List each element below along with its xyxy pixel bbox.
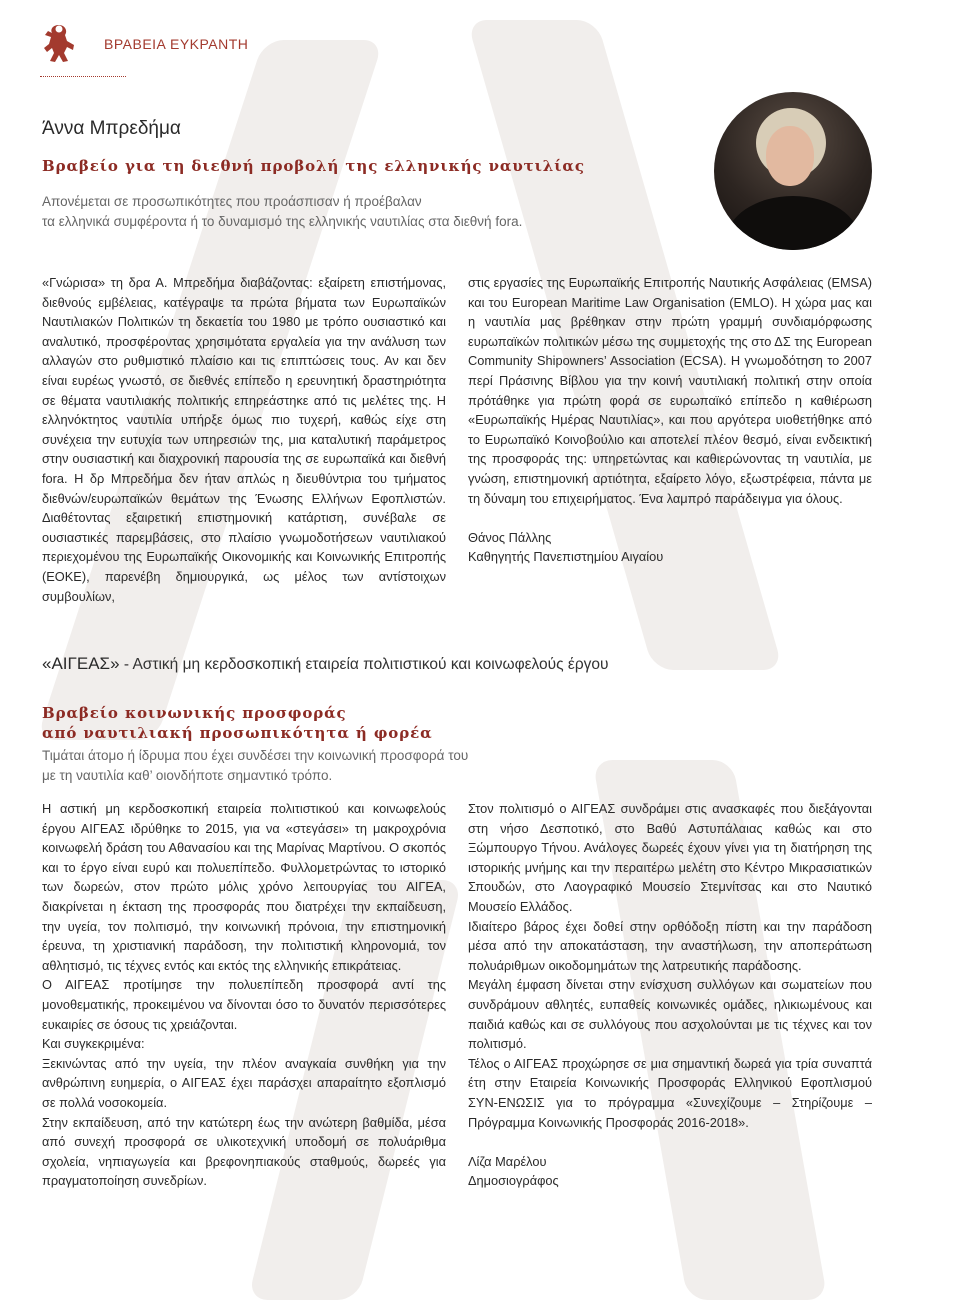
dancer-logo-icon xyxy=(40,22,78,64)
description-line: Απονέμεται σε προσωπικότητες που προάσπισαν ή προέβαλαν xyxy=(42,194,422,209)
award-description xyxy=(42,192,522,232)
paragraph: Ο ΑΙΓΕΑΣ προτίμησε την πολυεπίπεδη προσφορά αντί της μονοθεματικής, προκειμένου να δίνονται όσο το δυνατόν περισσότερες ευκαιρίες σε όσους τις χρειάζονται. xyxy=(42,977,446,1032)
org-name: «ΑΙΓΕΑΣ» xyxy=(42,654,120,673)
org-subtitle: - Αστική μη κερδοσκοπική εταιρεία πολιτιστικού και κοινωφελούς έργου xyxy=(119,656,609,673)
header-divider xyxy=(40,76,126,77)
description-line: Τιμάται άτομο ή ίδρυμα που έχει συνδέσει την κοινωνική προσφορά του xyxy=(42,748,469,763)
paragraph: Στον πολιτισμό ο ΑΙΓΕΑΣ συνδράμει στις ανασκαφές που διεξάγονται στη νήσο Δεσποτικό, στο Βαθύ Αστυπάλαιας καθώς και στο Ξώμπουργο Τήνου. Ανάλογες δωρεές έχουν γίνει για τη διατήρηση της ιστορικής μνήμης και την περαιτέρω μελέτη στο Κέντρο Μικρασιατικών Σπουδών, στο Λαογραφικό Μουσείο Στεμνίτσας και στο Ναυτικό Μουσείο Ελλάδος. xyxy=(468,801,872,914)
signature-role: Δημοσιογράφος xyxy=(468,1173,559,1189)
article-left-column xyxy=(42,799,446,1191)
award-title: Βραβείο για τη διεθνή προβολή της ελληνικής ναυτιλίας xyxy=(42,157,585,175)
portrait-face xyxy=(766,126,814,186)
description-line: τα ελληνικά συμφέροντα ή το δυναμισμό της ελληνικής ναυτιλίας στα διεθνή fora. xyxy=(42,214,523,229)
portrait-body xyxy=(726,196,860,250)
paragraph: Τέλος ο ΑΙΓΕΑΣ προχώρησε σε μια σημαντική δωρεά για τρία συναπτά έτη στην Εταιρεία Κοινωνικής Προσφοράς Ελληνικού Εφοπλισμού ΣΥΝ-ΕΝΩΣΙΣ για το πρόγραμμα «Συνεχίζουμε – Στηρίζουμε – Πρόγραμμα Κοινωνικής Προσφοράς 2016-2018». xyxy=(468,1055,872,1130)
award-title-line: από ναυτιλιακή προσωπικότητα ή φορέα xyxy=(42,724,433,742)
paragraph: στις εργασίες της Ευρωπαϊκής Επιτροπής Ναυτικής Ασφάλειας (EMSA) και του European Maritime Law Organisation (EMLO). Η χώρα μας και η ναυτιλία μας βρέθηκαν στην πρώτη γραμμή συνδιαμόρφωσης ευρωπαϊκών πολιτικών μέσω της συμμετοχής της στο ΔΣ της European Community Shipowners’ Association (ECSA). Η γνωμοδότηση το 2007 περί Πράσινης Βίβλου για την κοινή ναυτιλιακή πολιτική στην οποία πρότάθηκε για πρώτη φορά σε ευρωπαϊκό επίπεδο η καθιέρωση «Ευρωπαϊκής Ημέρας Ναυτιλίας», και που αργότερα υιοθετήθηκε από το Ευρωπαϊκό Κοινοβούλιο και αποτελεί πλέον θεσμό, είναι ενδεικτική της προσφοράς της: υπηρετώντας και καθιερώνοντας τη ναυτιλία, με γνώση, επιστημονική αρτιότητα, εξαίρετο λόγο, εξωστρέφεια, πάντα με τη δύναμη του επιχειρήματος. Ένα λαμπρό παράδειγμα για όλους. xyxy=(468,275,872,506)
paragraph: Μεγάλη έμφαση δίνεται στην ενίσχυση συλλόγων και σωματείων που συνδράμουν αθλητές, ευπαθείς κοινωνικές ομάδες, ηλικιωμένους και παιδιά καθώς και σε συλλόγους που ασχολούνται με τις τέχνες και τον πολιτισμό. xyxy=(468,977,872,1052)
paragraph: Η αστική μη κερδοσκοπική εταιρεία πολιτιστικού και κοινωφελούς έργου ΑΙΓΕΑΣ ιδρύθηκε το 2015, για να «στεγάσει» τη μακροχρόνια κοινωφελή δράση του Αθανασίου και της Μαρίνας Μαρτίνου. Ο σκοπός και το έργο είναι ευρύ και πολυεπίπεδο. Φυλλομετρώντας το ιστορικό των δωρεών, στον πρώτο μόλις χρόνο λειτουργίας του ΑΙΓΕΑ, διακρίνεται η έκταση της προσφοράς που διατρέχει την εκπαίδευση, την υγεία, τον πολιτισμό, την κοινωνική πρόνοια, την επιστημονική έρευνα, τη χριστιανική παράδοση, την πολιτιστική κληρονομιά, τον αθλητισμό, τις τέχνες εντός και εκτός της ελληνικής επικράτειας. xyxy=(42,801,446,973)
portrait-photo xyxy=(714,92,872,250)
person-name: Άννα Μπρεδήμα xyxy=(42,118,181,139)
section-title: ΒΡΑΒΕΙΑ ΕΥΚΡΑΝΤΗ xyxy=(104,36,249,52)
paragraph: Ξεκινώντας από την υγεία, την πλέον αναγκαία συνθήκη για την ανθρώπινη ευημερία, ο ΑΙΓΕΑΣ έχει παράσχει απαραίτητο εξοπλισμό σε πολλά νοσοκομεία. xyxy=(42,1055,446,1110)
paragraph: «Γνώρισα» τη δρα Α. Μπρεδήμα διαβάζοντας: εξαίρετη επιστήμονας, διεθνούς εμβέλειας, κατέγραψε τα πρώτα βήματα των Ευρωπαϊκών Ναυτιλιακών Πολιτικών τη δεκαετία του 1980 με τρόπο ουσιαστικό και αναλυτικό, προσφέροντας χρησιμότατα εργαλεία για την ανάλυση των αλλαγών στο ρυθμιστικό πλαίσιο και τις επιπτώσεις τους. Αν και δεν είναι ευρέως γνωστό, σε διεθνές επίπεδο η ερευνητική δραστηριότητα σε θέματα ναυτιλιακής πολιτικής επηρεάστηκε από τις μελέτες της. Η ελληνόκτητος ναυτιλία υπήρξε όμως πιο τυχερή, καθώς είχε στη συνέχεια την ευτυχία των υπηρεσιών της, μια καταλυτική παράμετρος στην ουσιαστική και διαχρονική παρουσία της σε ευρωπαϊκά και διεθνή fora. Η δρ Μπρεδήμα δεν ήταν απλώς η διευθύντρια του τμήματος διεθνών/ευρωπαϊκών θεμάτων της Ένωσης Ελλήνων Εφοπλιστών. Διαθέτοντας εξαιρετική επιστημονική κατάρτιση, συνέβαλε σε ουσιαστικές παρεμβάσεις, στο πλαίσιο γνωμοδοτήσεων ναυτιλιακού περιεχομένου της Ευρωπαϊκής Οικονομικής και Κοινωνικής Επιτροπής (ΕΟΚΕ), παρενέβη δημιουργικά, ως μέλος των αντίστοιχων συμβουλίων, xyxy=(42,275,446,604)
award-description xyxy=(42,746,468,786)
award-title-line: Βραβείο κοινωνικής προσφοράς xyxy=(42,704,347,722)
paragraph: Στην εκπαίδευση, από την κατώτερη έως την ανώτερη βαθμίδα, μέσα από συνεχή προσφορά σε υλικοτεχνική υποδομή σε πολυάριθμα σχολεία, νηπιαγωγεία και βρεφονηπιακούς σταθμούς, δωρεές για πραγματοποίηση συνεδρίων. xyxy=(42,1114,446,1189)
signature-name: Λίζα Μαρέλου xyxy=(468,1153,547,1169)
paragraph: Και συγκεκριμένα: xyxy=(42,1036,145,1052)
paragraph: Ιδιαίτερο βάρος έχει δοθεί στην ορθόδοξη πίστη και την παράδοση μέσα από την αποκατάσταση, την αναστήλωση, την αποπεράτωση πολυάριθμων οικοδομημάτων της λατρευτικής παράδοσης. xyxy=(468,918,872,973)
signature-role: Καθηγητής Πανεπιστημίου Αιγαίου xyxy=(468,549,664,565)
article-left-column xyxy=(42,273,446,606)
article-right-column xyxy=(468,799,872,1191)
org-heading xyxy=(42,654,609,674)
award-title xyxy=(42,703,433,743)
article-right-column xyxy=(468,273,872,567)
description-line: με τη ναυτιλία καθ’ οιονδήποτε σημαντικό τρόπο. xyxy=(42,768,333,783)
signature-name: Θάνος Πάλλης xyxy=(468,529,552,545)
